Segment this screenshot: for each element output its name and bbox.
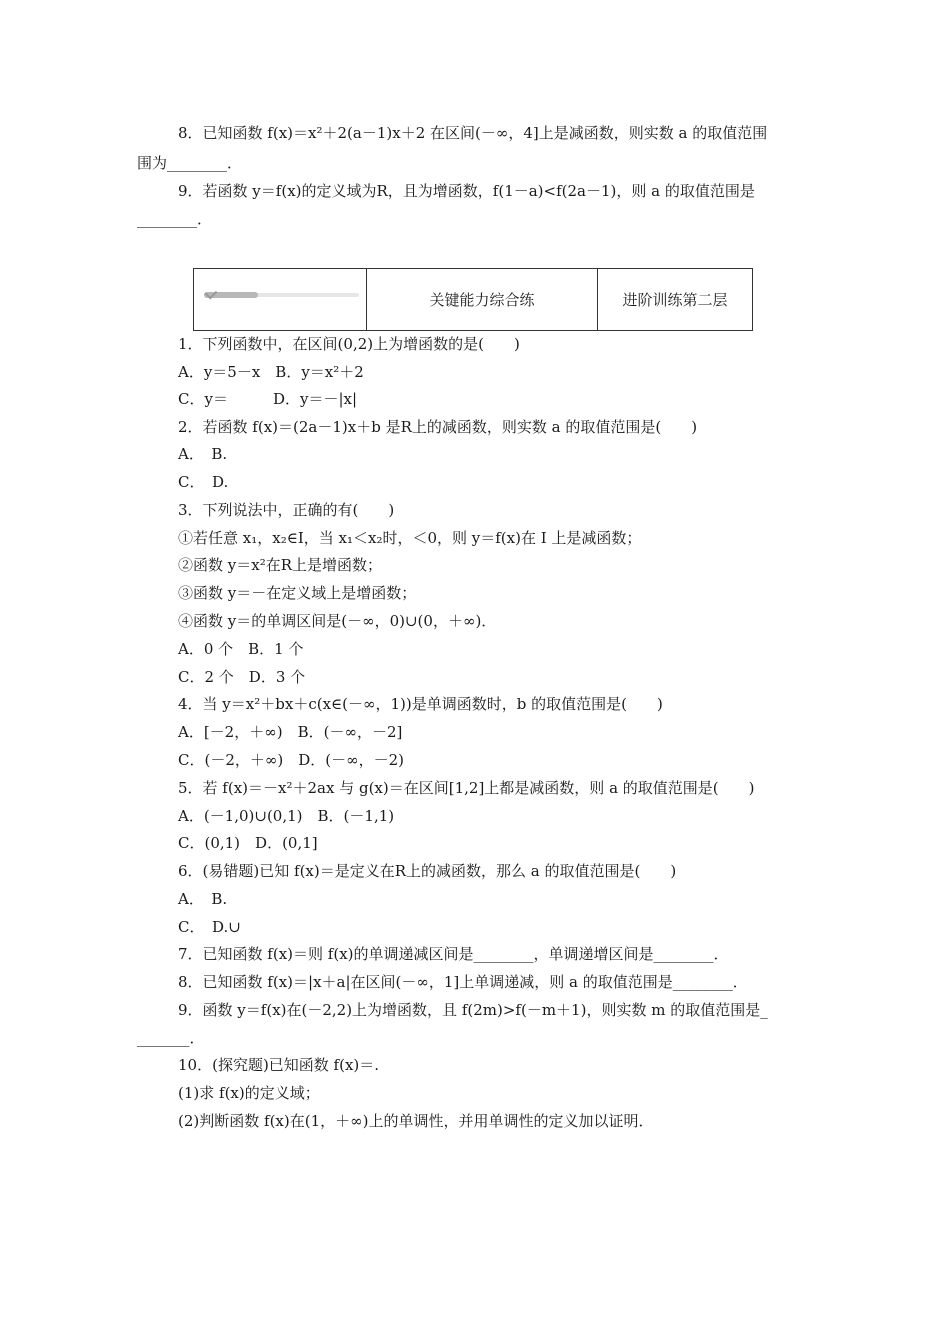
question-line: C．2 个 D．3 个 [178,668,306,686]
question-line: ④函数 y＝的单调区间是(－∞，0)∪(0，＋∞)． [178,612,497,630]
question-8-line-2: 围为________． [137,154,243,172]
question-line: ①若任意 x₁，x₂∈I，当 x₁＜x₂时，＜0，则 y＝f(x)在 I 上是减函数； [178,529,642,547]
question-line: 5．若 f(x)＝－x²＋2ax 与 g(x)＝在区间[1,2]上都是减函数，则 a 的取值范围是( ) [178,779,755,797]
question-line: 7．已知函数 f(x)＝则 f(x)的单调递减区间是________，单调递增区间是________． [178,945,729,963]
question-line: ②函数 y＝x²在R上是增函数； [178,556,383,574]
question-line: 2．若函数 f(x)＝(2a－1)x＋b 是R上的减函数，则实数 a 的取值范围是( ) [178,418,698,436]
question-line: 6．(易错题)已知 f(x)＝是定义在R上的减函数，那么 a 的取值范围是( ) [178,862,677,880]
question-line: 9．函数 y＝f(x)在(－2,2)上为增函数，且 f(2m)>f(－m＋1)，则实数 m 的取值范围是_ [178,1001,768,1019]
question-line: C．y＝ D．y＝－|x| [178,390,358,408]
question-line: A．(－1,0)∪(0,1) B．(－1,1) [178,807,395,825]
question-line: A．y＝5－x B．y＝x²＋2 [178,363,364,381]
question-line: 3．下列说法中，正确的有( ) [178,501,395,519]
question-line: (2)判断函数 f(x)在(1，＋∞)上的单调性，并用单调性的定义加以证明． [178,1112,654,1130]
question-line: C．(－2，＋∞) D．(－∞，－2) [178,751,404,769]
question-9-line-2: ________． [137,210,213,228]
question-line: A． B. [178,890,228,908]
question-line: 8．已知函数 f(x)＝|x＋a|在区间(－∞，1]上单调递减，则 a 的取值范围是________． [178,973,748,991]
question-line: A．[－2，＋∞) B．(－∞，－2] [178,723,403,741]
question-line: C． D. [178,473,229,491]
question-line: _______． [137,1029,205,1047]
question-line: ③函数 y＝－在定义域上是增函数； [178,584,417,602]
section-level: 进阶训练第二层 [622,291,728,309]
question-line: C．(0,1) D．(0,1] [178,834,318,852]
question-9-line-1: 9．若函数 y＝f(x)的定义域为R，且为增函数，f(1－a)<f(2a－1)，则 a 的取值范围是 [178,182,755,200]
question-line: 4．当 y＝x²＋bx＋c(x∈(－∞，1))是单调函数时，b 的取值范围是( ) [178,695,663,713]
question-line: A．0 个 B．1 个 [178,640,304,658]
question-line: (1)求 f(x)的定义域； [178,1084,320,1102]
progress-cell [194,269,367,330]
question-line: C． D.∪ [178,918,241,936]
section-banner [193,268,753,331]
question-line: A． B. [178,445,228,463]
question-line: 10．(探究题)已知函数 f(x)＝. [178,1056,380,1074]
section-title: 关键能力综合练 [367,269,598,330]
question-8-line-1: 8．已知函数 f(x)＝x²＋2(a－1)x＋2 在区间(－∞，4]上是减函数，则实数 a 的取值范围 [178,124,768,142]
question-line: 1．下列函数中，在区间(0,2)上为增函数的是( ) [178,335,520,353]
